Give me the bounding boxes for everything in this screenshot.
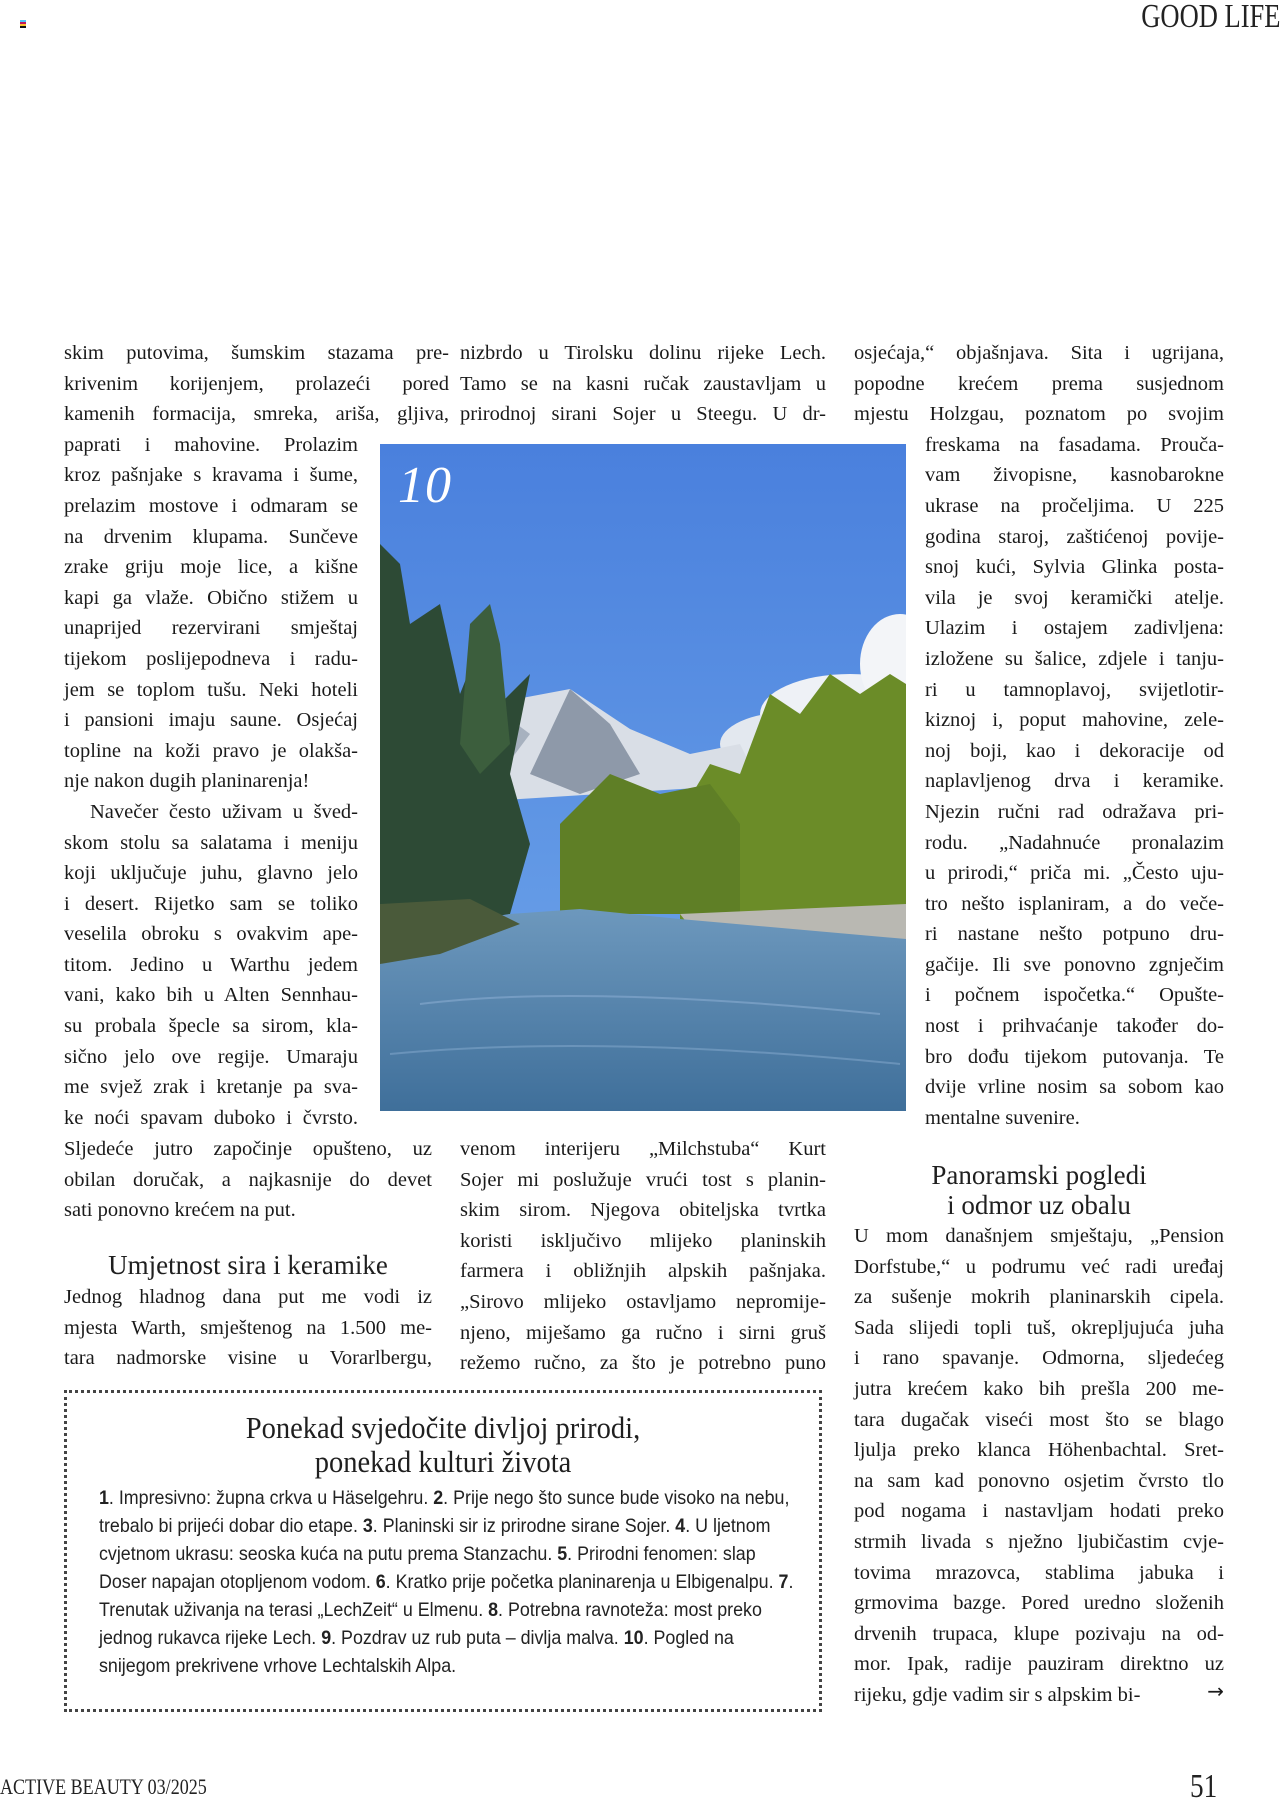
text-line: za sušenje mokrih planinarskih cipela. (854, 1286, 1224, 1309)
caption-number: 8 (488, 1600, 499, 1621)
text-line: skim sirom. Njegova obiteljska tvrtka (460, 1199, 826, 1222)
text-line: ljulja preko klanca Höhenbachtal. Sret- (854, 1439, 1224, 1462)
page-number: 51 (1190, 1768, 1218, 1805)
text-line: rodu. „Nadahnuće pronalazim (925, 831, 1224, 854)
text-line: izložene su šalice, zdjele i tanju- (925, 647, 1224, 670)
text-line: skom stolu sa salatama i meniju (64, 831, 358, 854)
text-line: i pansioni imaju saune. Osjećaj (64, 709, 358, 732)
column-2-bottom-text (460, 1134, 826, 1379)
caption-title-line-1: Ponekad svjedočite divljoj prirodi, (245, 1410, 641, 1445)
text-line: jem se toplom tušu. Neki hoteli (64, 678, 358, 701)
caption-title-line-2: ponekad kulturi života (314, 1444, 572, 1479)
subheading-cheese-ceramics: Umjetnost sira i keramike (108, 1250, 388, 1280)
text-line: Navečer često uživam u šved- (90, 800, 358, 823)
column-1-text-narrow (64, 430, 358, 1134)
text-line: strmih livada s nježno ljubičastim cvje- (854, 1530, 1224, 1553)
text-line: krivenim korijenjem, prolazeći pored (64, 372, 449, 395)
caption-text: . Pogled na snijegom prekrivene vrhove Lechtalskih Alpa. (99, 1628, 734, 1677)
section-label: GOOD LIFE (1140, 0, 1280, 35)
text-line: popodne krećem prema susjednom (854, 372, 1224, 395)
caption-text: . Kratko prije početka planinarenja u Elbigenalpu. (385, 1572, 779, 1593)
caption-number: 5 (557, 1544, 568, 1565)
text-line: pod nogama i nastavljam hodati preko (854, 1500, 1224, 1523)
text-line: Sojer mi poslužuje vrući tost s planin- (460, 1168, 826, 1191)
text-line: „Sirovo mlijeko ostavljamo nepromije- (460, 1290, 826, 1313)
column-2-top-text (460, 338, 826, 430)
text-line: nizbrdo u Tirolsku dolinu rijeke Lech. (460, 342, 826, 364)
text-line: režemo ručno, za što je potrebno puno (460, 1352, 826, 1375)
caption-text: . Prije nego što sunce bude visoko na nebu, trebalo bi prijeći dobar dio etape. (99, 1488, 790, 1537)
subheading-panoramic-views (854, 1160, 1224, 1220)
caption-number: 10 (623, 1628, 644, 1649)
text-line: Dorfstube,“ u podrumu već radi uređaj (854, 1255, 1224, 1278)
text-line: skim putovima, šumskim stazama pre- (64, 342, 449, 364)
text-line: dvije vrline nosim sa sobom kao (925, 1076, 1224, 1099)
caption-text: . U ljetnom cvjetnom ukrasu: seoska kuća na putu prema Stanzachu. (99, 1516, 771, 1565)
caption-number: 2 (433, 1488, 444, 1509)
text-line: titom. Jedino u Warthu jedem (64, 953, 358, 976)
text-line: mentalne suvenire. (925, 1106, 1080, 1129)
text-line: i desert. Rijetko sam se toliko (64, 892, 358, 915)
text-line: kroz pašnjake s kravama i šume, (64, 464, 358, 487)
text-line: tovima mrazovca, stablima jabuka i (854, 1561, 1224, 1584)
text-line: tara nadmorske visine u Vorarlbergu, (64, 1347, 432, 1370)
text-line: sično jelo ove regije. Umaraju (64, 1045, 358, 1068)
text-line: i rano spavanje. Odmorna, sljedećeg (854, 1347, 1224, 1370)
text-line: njeno, miješamo ga ručno i sirni gruš (460, 1321, 826, 1344)
caption-number: 4 (675, 1516, 686, 1537)
caption-text: . Trenutak uživanja na terasi „LechZeit“ u Elmenu. (99, 1572, 794, 1621)
caption-number: 7 (778, 1572, 789, 1593)
caption-list (99, 1485, 797, 1681)
column-1-text (64, 338, 449, 430)
text-line: Tamo se na kasni ručak zaustavljam u (460, 372, 826, 395)
text-line: gačije. Ili sve ponovno zgnječim (925, 953, 1224, 976)
text-line: topline na koži pravo je olakša- (64, 739, 358, 762)
column-3-narrow-text (925, 430, 1224, 1134)
text-line: U mom današnjem smještaju, „Pension (854, 1225, 1224, 1247)
text-line: farmera i obližnjih alpskih pašnjaka. (460, 1260, 826, 1283)
column-3-top-text (854, 338, 1224, 430)
text-line: snoj kući, Sylvia Glinka posta- (925, 556, 1224, 579)
text-line: venom interijeru „Milchstuba“ Kurt (460, 1138, 826, 1160)
column-1-after-subheading (64, 1282, 432, 1374)
subheading-line-1: Panoramski pogledi (931, 1160, 1147, 1190)
text-line: su probala špecle sa sirom, kla- (64, 1015, 358, 1038)
caption-text: . Impresivno: župna crkva u Häselgehru. (108, 1488, 434, 1509)
text-line: i počnem ispočetka.“ Opušte- (925, 984, 1224, 1007)
text-line: obilan doručak, a najkasnije do devet (64, 1168, 432, 1191)
text-line: sati ponovno krećem na put. (64, 1199, 296, 1222)
text-line: nje nakon dugih planinarenja! (64, 770, 310, 793)
caption-number: 3 (362, 1516, 373, 1537)
magazine-issue: ACTIVE BEAUTY 03/2025 (0, 1774, 207, 1799)
caption-text: . Prirodni fenomen: slap Doser napajan otopljenom vodom. (99, 1544, 756, 1593)
text-line: veselila obroku s ovakvim ape- (64, 923, 358, 946)
print-registration-mark (20, 20, 26, 28)
text-line: nost i prihvaćanje također do- (925, 1015, 1224, 1038)
text-line: me svjež zrak i kretanje pa sva- (64, 1076, 358, 1099)
text-line: prelazim mostove i odmaram se (64, 494, 358, 517)
text-line: vila je svoj keramički atelje. (925, 586, 1224, 609)
text-line: prirodnoj sirani Sojer u Steegu. U dr- (460, 403, 826, 426)
caption-text: . Potrebna ravnoteža: most preko jednog rukavca rijeke Lech. (99, 1600, 762, 1649)
text-line: godina staroj, zaštićenoj povije- (925, 525, 1224, 548)
text-line: na sam kad ponovno osjetim čvrsto tlo (854, 1469, 1224, 1492)
text-line: vam živopisne, kasnobarokne (925, 464, 1224, 487)
text-line: drvenih trupaca, klupe pozivaju na od- (854, 1622, 1224, 1645)
text-line: ri nastane nešto potpuno dru- (925, 923, 1224, 946)
text-line: mor. Ipak, radije pauziram direktno uz (854, 1653, 1224, 1676)
text-line: kiznoj i, poput mahovine, zele- (925, 709, 1224, 732)
caption-text: . Planinski sir iz prirodne sirane Sojer. (372, 1516, 676, 1537)
text-line: Jednog hladnog dana put me vodi iz (64, 1286, 432, 1308)
photo-number: 10 (398, 457, 452, 514)
text-line: kamenih formacija, smreka, ariša, gljiva, (64, 403, 449, 426)
text-line: na drvenim klupama. Sunčeve (64, 525, 358, 548)
text-line: tijekom poslijepodneva i radu- (64, 647, 358, 670)
text-line: tro nešto isplaniram, a do veče- (925, 892, 1224, 915)
landscape-illustration (380, 444, 906, 1111)
text-line: Sada slijedi topli tuš, okrepljujuća juha (854, 1316, 1224, 1339)
caption-box-title (97, 1411, 789, 1479)
text-line: grmovima bazge. Pored uredno složenih (854, 1592, 1224, 1615)
text-line: tara dugačak viseći most što se blago (854, 1408, 1224, 1431)
text-line: freskama na fasadama. Prouča- (925, 433, 1224, 456)
column-1-text-wide (64, 1134, 432, 1226)
text-line: kapi ga vlaže. Obično stižem u (64, 586, 358, 609)
caption-number: 9 (321, 1628, 332, 1649)
caption-number: 1 (99, 1488, 109, 1509)
text-line: unaprijed rezervirani smještaj (64, 617, 358, 640)
text-line: zrake griju moje lice, a kišne (64, 556, 358, 579)
subheading-line-2: i odmor uz obalu (947, 1190, 1131, 1220)
text-line: u prirodi,“ priča mi. „Često uju- (925, 862, 1224, 885)
text-line: vani, kako bih u Alten Sennhau- (64, 984, 358, 1007)
text-line: Sljedeće jutro započinje opušteno, uz (64, 1138, 432, 1160)
text-line: mjestu Holzgau, poznatom po svojim (854, 403, 1224, 426)
text-line: ri u tamnoplavoj, svijetlotir- (925, 678, 1224, 701)
caption-box (64, 1390, 822, 1712)
text-line: noj boji, kao i dekoracije od (925, 739, 1224, 762)
column-3-after-subheading (854, 1221, 1224, 1711)
continue-arrow-icon: → (1207, 1678, 1224, 1703)
text-line: bro dođu tijekom putovanja. Te (925, 1045, 1224, 1068)
text-line: Njezin ručni rad odražava pri- (925, 800, 1224, 823)
text-line: ke noći spavam duboko i čvrsto. (64, 1106, 358, 1129)
text-line: naplavljenog drva i keramike. (925, 770, 1224, 793)
caption-number: 6 (375, 1572, 386, 1593)
text-line: mjesta Warth, smještenog na 1.500 me- (64, 1316, 432, 1339)
text-line: ukrase na pročeljima. U 225 (925, 494, 1224, 517)
text-line: jutra krećem kako bih prešla 200 me- (854, 1377, 1224, 1400)
photo-lechtal-alps (380, 444, 906, 1111)
text-line: koji uključuje juhu, glavno jelo (64, 862, 358, 885)
text-line: paprati i mahovine. Prolazim (64, 433, 358, 456)
text-line: osjećaja,“ objašnjava. Sita i ugrijana, (854, 342, 1224, 364)
caption-text: . Pozdrav uz rub puta – divlja malva. (331, 1628, 624, 1649)
text-line: koristi isključivo mlijeko planinskih (460, 1229, 826, 1252)
text-line: rijeku, gdje vadim sir s alpskim bi- (854, 1683, 1141, 1706)
text-line: Ulazim i ostajem zadivljena: (925, 617, 1224, 640)
